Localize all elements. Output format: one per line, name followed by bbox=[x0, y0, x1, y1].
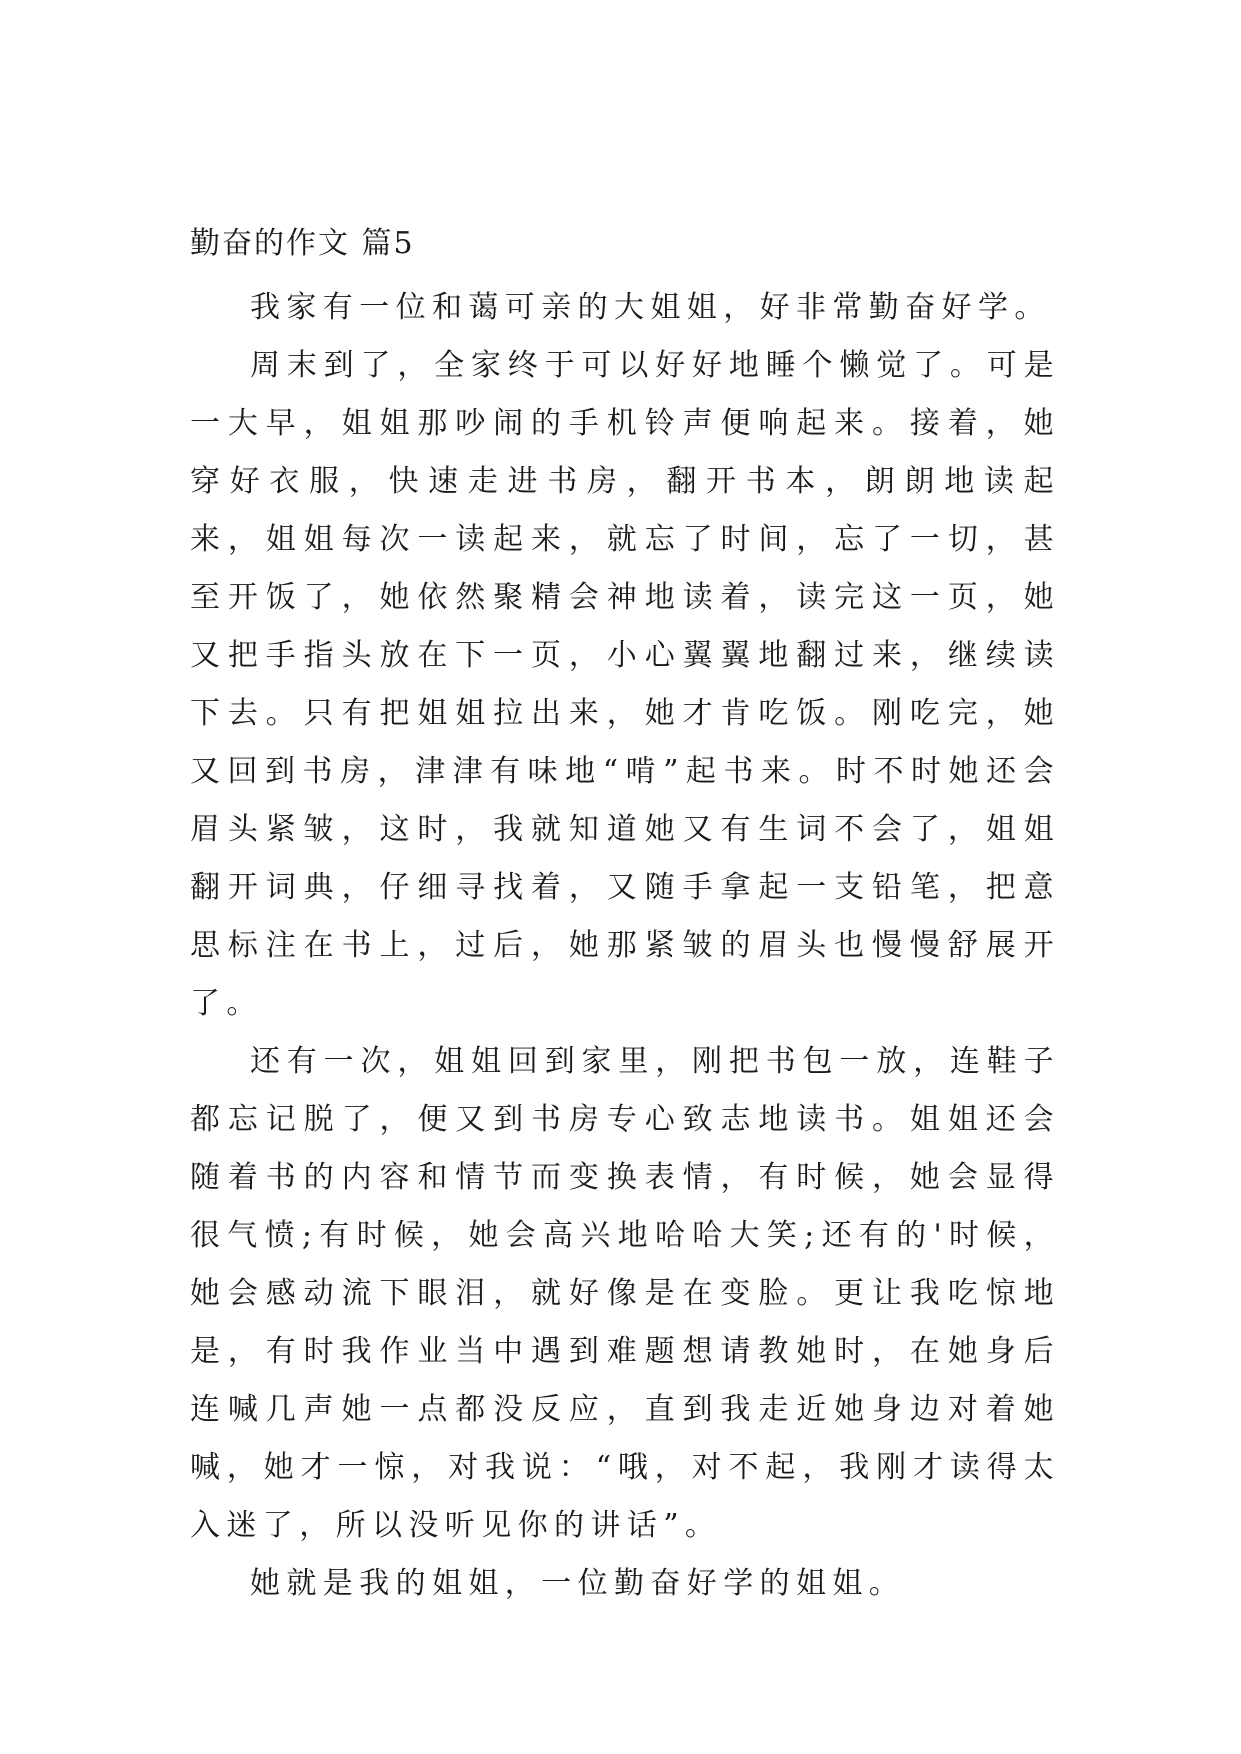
paragraph-weekend: 周末到了，全家终于可以好好地睡个懒觉了。可是一大早，姐姐那吵闹的手机铃声便响起来。接着，她穿好衣服，快速走进书房，翻开书本，朗朗地读起来，姐姐每次一读起来，就忘了时间，忘了一切，甚至开饭了，她依然聚精会神地读着，读完这一页，她又把手指头放在下一页，小心翼翼地翻过来，继续读下去。只有把姐姐拉出来，她才肯吃饭。刚吃完，她又回到书房，津津有味地“啃”起书来。时不时她还会眉头紧皱，这时，我就知道她又有生词不会了，姐姐翻开词典，仔细寻找着，又随手拿起一支铅笔，把意思标注在书上，过后，她那紧皱的眉头也慢慢舒展开了。 bbox=[190, 348, 1060, 1021]
paragraph-another-time: 还有一次，姐姐回到家里，刚把书包一放，连鞋子都忘记脱了，便又到书房专心致志地读书。姐姐还会随着书的内容和情节而变换表情，有时候，她会显得很气愤;有时候，她会高兴地哈哈大笑;还有的'时候，她会感动流下眼泪，就好像是在变脸。更让我吃惊地是，有时我作业当中遇到难题想请教她时，在她身后连喊几声她一点都没反应，直到我走近她身边对着她喊，她才一惊，对我说：“哦，对不起，我刚才读得太入迷了，所以没听见你的讲话”。 bbox=[190, 1044, 1060, 1543]
paragraph-conclusion: 她就是我的姐姐，一位勤奋好学的姐姐。 bbox=[250, 1566, 906, 1601]
document-body bbox=[190, 223, 1060, 1613]
paragraph-intro: 我家有一位和蔼可亲的大姐姐，好非常勤奋好学。 bbox=[250, 290, 1051, 325]
document-title: 勤奋的作文 篇5 bbox=[190, 226, 415, 261]
